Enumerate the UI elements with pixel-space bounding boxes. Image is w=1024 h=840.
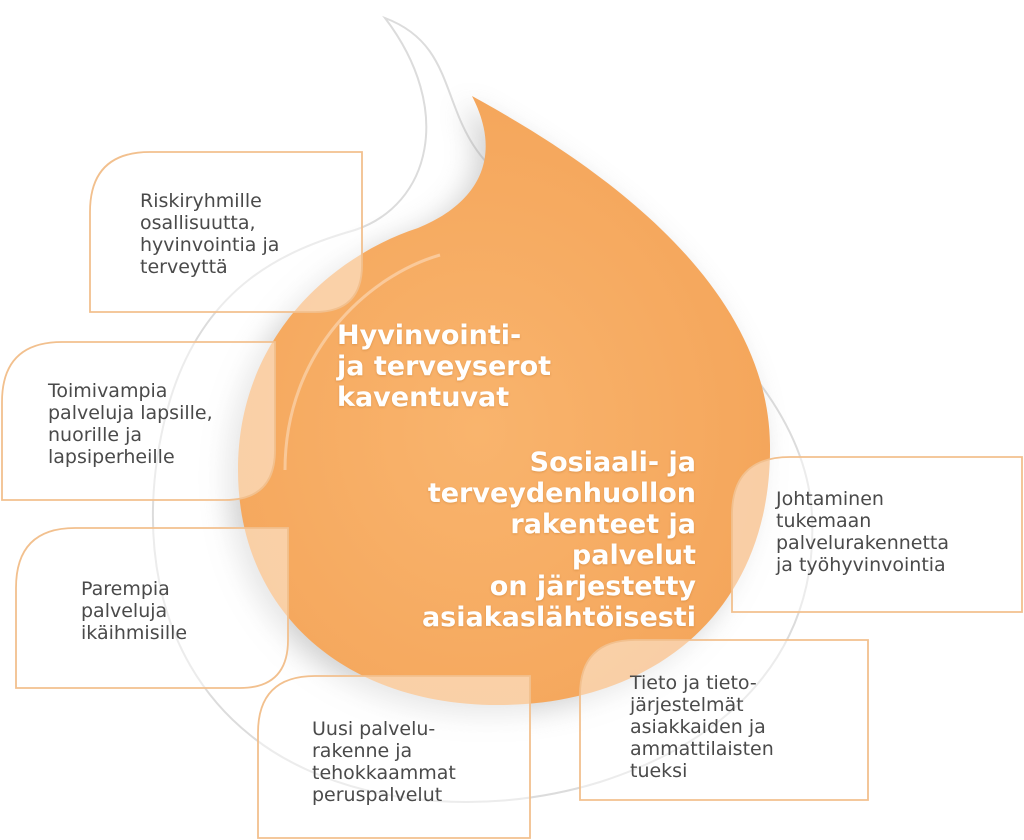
goal-text-children: Toimivampia palveluja lapsille, nuorille ja lapsiperheille: [48, 380, 213, 468]
goal-text-risk-groups: Riskiryhmille osallisuutta, hyvinvointia ja terveyttä: [140, 190, 280, 278]
goal-text-leadership: Johtaminen tukemaan palvelurakennetta ja työhyvinvointia: [776, 488, 950, 576]
center-heading: Hyvinvointi- ja terveyserot kaventuvat: [337, 320, 552, 413]
goal-text-information: Tieto ja tieto- järjestelmät asiakkaiden ja ammattilaisten tueksi: [630, 672, 774, 782]
goal-text-structure: Uusi palvelu- rakenne ja tehokkaammat peruspalvelut: [312, 718, 456, 806]
goal-text-elderly: Parempia palveluja ikäihmisille: [81, 578, 188, 644]
center-statement: Sosiaali- ja terveydenhuollon rakenteet ja palvelut on järjestetty asiakaslähtöisesti: [421, 447, 696, 633]
